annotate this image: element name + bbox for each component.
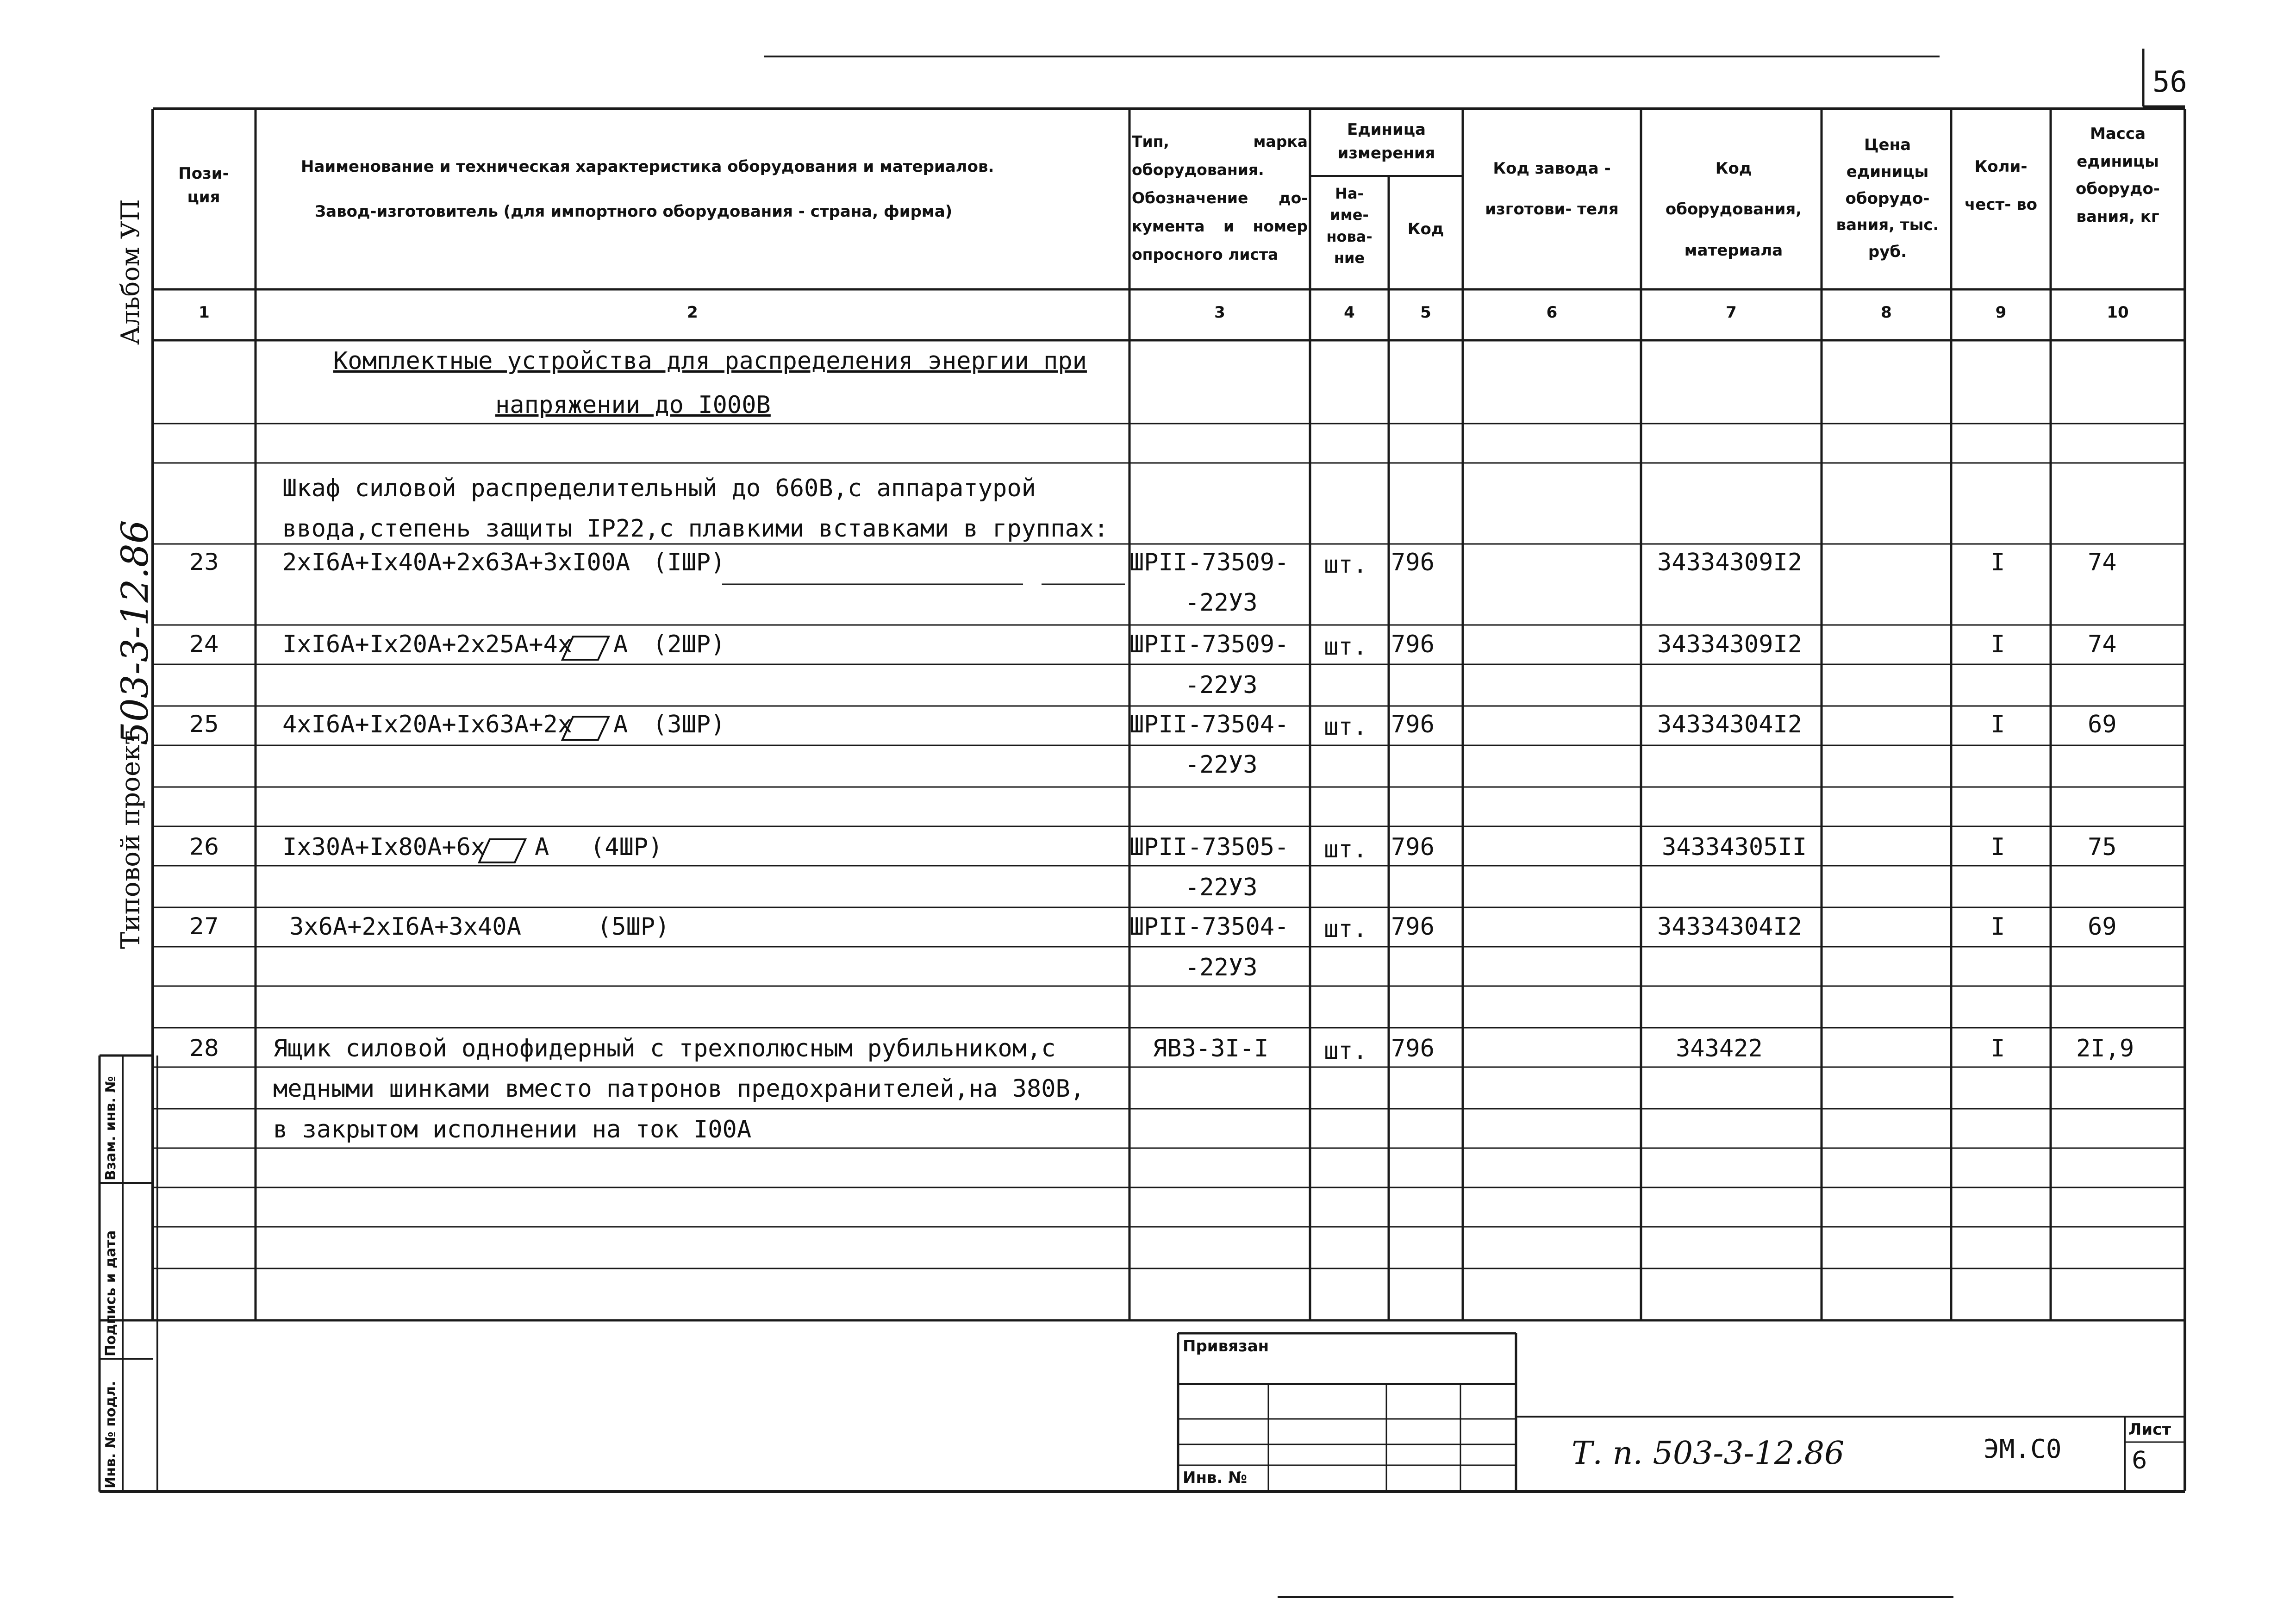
row-type: ШРII-73504-: [1129, 711, 1289, 738]
row-name-unit: A: [613, 631, 628, 658]
row-type: ШРII-73509-: [1129, 549, 1289, 576]
parallelogram-blank-icon: [477, 837, 528, 865]
row-item-code: 343422: [1676, 1035, 1763, 1062]
row-type-cont: -22У3: [1185, 874, 1258, 901]
col-number: 7: [1726, 303, 1737, 322]
col-number: 9: [1995, 303, 2007, 322]
col-number: 3: [1214, 303, 1225, 322]
row-position: 26: [189, 833, 219, 860]
project-type-label: Типовой проект: [116, 730, 146, 949]
row-quantity: I: [1990, 833, 2005, 861]
row-unit-code: 796: [1391, 833, 1435, 861]
row-type-cont: -22У3: [1185, 954, 1258, 981]
section-title-line1: Комплектные устройства для распределения энергии при: [333, 347, 1087, 375]
sheet-number: 6: [2132, 1447, 2147, 1474]
parallelogram-blank-icon: [560, 634, 611, 662]
album-label: Альбом УП: [116, 199, 145, 345]
header-quantity: Коли- чест- во: [1964, 157, 2038, 214]
row-name-line3: в закрытом исполнении на ток I00A: [273, 1116, 752, 1143]
row-position: 24: [189, 631, 219, 657]
header-name-line2: Завод-изготовитель (для импортного оборудования - страна, фирма): [315, 202, 953, 221]
document-code: ЭМ.С0: [1984, 1434, 2062, 1464]
col-number: 6: [1546, 303, 1558, 322]
header-position: Пози- ция: [178, 164, 229, 206]
row-type-cont: -22У3: [1185, 589, 1258, 617]
row-unit: шт.: [1324, 1037, 1367, 1065]
row-name: Ix30A+Ix80A+6x: [282, 833, 486, 861]
stamp-replacement-inv: Взам. инв. №: [103, 1076, 119, 1181]
project-number-handwritten: 503-3-12.86: [113, 520, 156, 745]
row-type-cont: -22У3: [1185, 671, 1258, 699]
header-unit-name: На- име- нова- ние: [1326, 185, 1373, 267]
row-unit: шт.: [1324, 836, 1367, 863]
group-description-line1: Шкаф силовой распределительный до 660В,с аппаратурой: [282, 475, 1036, 502]
row-quantity: I: [1990, 549, 2005, 576]
row-position: 27: [189, 913, 219, 940]
row-unit-code: 796: [1391, 913, 1435, 941]
inv-number-label: Инв. №: [1183, 1468, 1248, 1487]
row-mass: 2I,9: [2076, 1035, 2134, 1062]
row-item-code: 34334304I2: [1657, 711, 1803, 738]
row-item-code: 34334304I2: [1657, 913, 1803, 941]
group-description-line2: ввода,степень защиты IP22,с плавкими вставками в группах:: [282, 515, 1109, 543]
row-quantity: I: [1990, 1035, 2005, 1062]
col-number: 8: [1881, 303, 1892, 322]
row-quantity: I: [1990, 913, 2005, 941]
row-position: 23: [189, 549, 219, 575]
document-designation: Т. п. 503-3-12.86: [1572, 1435, 1845, 1472]
row-name: 3x6A+2xI6A+3x40A: [289, 913, 521, 941]
row-name-suffix: (IШР): [653, 549, 725, 576]
row-item-code: 34334305II: [1662, 833, 1807, 861]
attached-label: Привязан: [1183, 1337, 1269, 1355]
row-name-line1: Ящик силовой однофидерный с трехполюсным рубильником,с: [273, 1035, 1056, 1062]
stamp-signature-date: Подпись и дата: [103, 1230, 119, 1356]
header-type: Тип, марка оборудования. Обозначение до- кумента и номер опросного листа: [1132, 132, 1308, 264]
page-number: 56: [2152, 65, 2187, 99]
row-item-code: 34334309I2: [1657, 631, 1803, 658]
col-number: 5: [1420, 303, 1431, 322]
row-name-suffix: (2ШР): [653, 631, 725, 658]
row-name-line2: медными шинками вместо патронов предохранителей,на 380В,: [273, 1075, 1085, 1103]
row-name-unit: A: [613, 711, 628, 738]
row-name: 2xI6A+Ix40A+2x63A+3xI00A: [282, 549, 630, 576]
sheet-label: Лист: [2128, 1420, 2171, 1439]
row-position: 25: [189, 711, 219, 737]
row-unit: шт.: [1324, 551, 1367, 579]
header-name-line1: Наименование и техническая характеристика оборудования и материалов.: [301, 157, 994, 176]
row-quantity: I: [1990, 631, 2005, 658]
row-unit-code: 796: [1391, 1035, 1435, 1062]
header-unit-group: Единица измерения: [1337, 120, 1435, 162]
row-mass: 75: [2088, 833, 2117, 861]
row-quantity: I: [1990, 711, 2005, 738]
row-type: ШРII-73505-: [1129, 833, 1289, 861]
row-type: ШРII-73504-: [1129, 913, 1289, 941]
header-unit-code: Код: [1407, 220, 1444, 238]
row-mass: 69: [2088, 913, 2117, 941]
stamp-inv-podl: Инв. № подл.: [103, 1380, 119, 1488]
header-unit-price: Цена единицы оборудо- вания, тыс. руб.: [1836, 136, 1939, 262]
parallelogram-blank-icon: [560, 714, 611, 742]
row-type: ЯВЗ-3I-I: [1153, 1035, 1269, 1062]
row-item-code: 34334309I2: [1657, 549, 1803, 576]
row-name: IxI6A+Ix20A+2x25A+4x: [282, 631, 573, 658]
row-name-suffix: (5ШР): [597, 913, 670, 941]
row-unit: шт.: [1324, 633, 1367, 661]
header-unit-mass: Масса единицы оборудо- вания, кг: [2076, 125, 2160, 226]
row-unit-code: 796: [1391, 549, 1435, 576]
row-mass: 74: [2088, 631, 2117, 658]
row-name-suffix: (3ШР): [653, 711, 725, 738]
col-number: 1: [199, 303, 210, 322]
row-type: ШРII-73509-: [1129, 631, 1289, 658]
row-mass: 74: [2088, 549, 2117, 576]
row-unit: шт.: [1324, 713, 1367, 741]
row-mass: 69: [2088, 711, 2117, 738]
row-unit: шт.: [1324, 915, 1367, 943]
row-name-suffix: (4ШР): [590, 833, 663, 861]
col-number: 2: [687, 303, 698, 322]
section-title-line2: напряжении до I000В: [495, 391, 771, 419]
row-type-cont: -22У3: [1185, 751, 1258, 779]
header-equipment-code: Код оборудования, материала: [1665, 159, 1802, 260]
row-name-unit: A: [535, 833, 549, 861]
col-number: 10: [2107, 303, 2129, 322]
header-factory-code: Код завода - изготови- теля: [1485, 159, 1619, 219]
row-name: 4xI6A+Ix20A+Ix63A+2x: [282, 711, 573, 738]
col-number: 4: [1344, 303, 1355, 322]
row-position: 28: [189, 1035, 219, 1062]
row-unit-code: 796: [1391, 711, 1435, 738]
row-unit-code: 796: [1391, 631, 1435, 658]
